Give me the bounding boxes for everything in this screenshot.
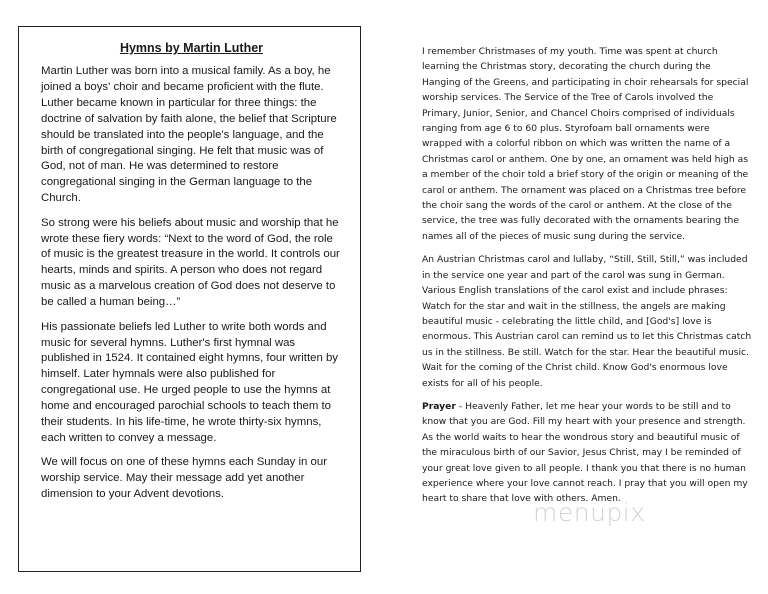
luther-intro-paragraph: Martin Luther was born into a musical family. As a boy, he joined a boys' choir and became proficient with the flute. Luther became known in particular for three things: the doctrine of salvation by faith alone, the belief that Scripture should be translated into the people's language, and the birth of congregational singing. He felt that music was of God, not of man. He was determined to restore congregational singing in the German language to the Church.	[41, 65, 337, 205]
austrian-carol-paragraph: An Austrian Christmas carol and lullaby, “Still, Still, Still,” was included in the service one year and part of the carol was sung in German. Various English translations of the carol exist and include phrases: Watch for the star and wait in the stillness, the angels are making beautiful music - celebrating the little child, and [God's] love is enormous. This Austrian carol can remind us to let this Christmas catch us in the stillness. Be still. Watch for the star. Hear the beautiful music. Wait for the coming of the Christ child. Know God's enormous love exists for all of his people.	[422, 254, 752, 389]
right-page-column	[422, 44, 752, 515]
christmas-memory-paragraph: I remember Christmases of my youth. Time was spent at church learning the Christmas story, decorating the church during the Hanging of the Greens, and participating in choir rehearsals for special worship services. The Service of the Tree of Carols involved the Primary, Junior, Senior, and Chancel Choirs comprised of individuals ranging from age 6 to 60 plus. Styrofoam ball ornaments were wrapped with a colorful ribbon on which was written the name of a Christmas carol or anthem. One by one, an ornament was held high as a member of the choir told a brief story of the origin or meaning of the carol or anthem. The ornament was placed on a Christmas tree before the choir sang the words of the carol or anthem. At the close of the service, the tree was fully decorated with the ornaments bearing the names all of the pieces of music sung during the service.	[422, 46, 749, 242]
page-title: Hymns by Martin Luther	[119, 41, 264, 55]
advent-focus-paragraph: We will focus on one of these hymns each Sunday in our worship service. May their message add yet another dimension to your Advent devotions.	[41, 456, 327, 501]
prayer-text: - Heavenly Father, let me hear your words to be still and to know that you are God. Fill my heart with your presence and strength. As the world waits to hear the wondrous story and beautiful music of the miraculous birth of our Savior, Jesus Christ, may I be reminded of your great love given to all people. I thank you that there is no human experience where your love cannot reach. I pray that you will open my heart to share that love with others. Amen.	[422, 400, 748, 505]
watermark-logo: menupix	[533, 498, 646, 527]
luther-hymns-paragraph: His passionate beliefs led Luther to write both words and music for several hymns. Luther's first hymnal was published in 1524. It contained eight hymns, four written by himself. Later hymnals were also published for congregational use. He urged people to use the hymns at home and encouraged parochial schools to teach them to their students. In his life-time, he wrote thirty-six hymns, each written to convey a message.	[41, 320, 338, 444]
left-page-panel	[18, 26, 361, 572]
luther-quote-paragraph: So strong were his beliefs about music and worship that he wrote these fiery words: “Next to the word of God, the role of music is the greatest treasure in the world. It controls our hearts, minds and spirits. A person who does not regard music as a marvelous creation of God does not deserve to be called a human being…”	[41, 216, 340, 309]
prayer-label: Prayer	[422, 400, 456, 412]
prayer-paragraph	[422, 399, 752, 507]
